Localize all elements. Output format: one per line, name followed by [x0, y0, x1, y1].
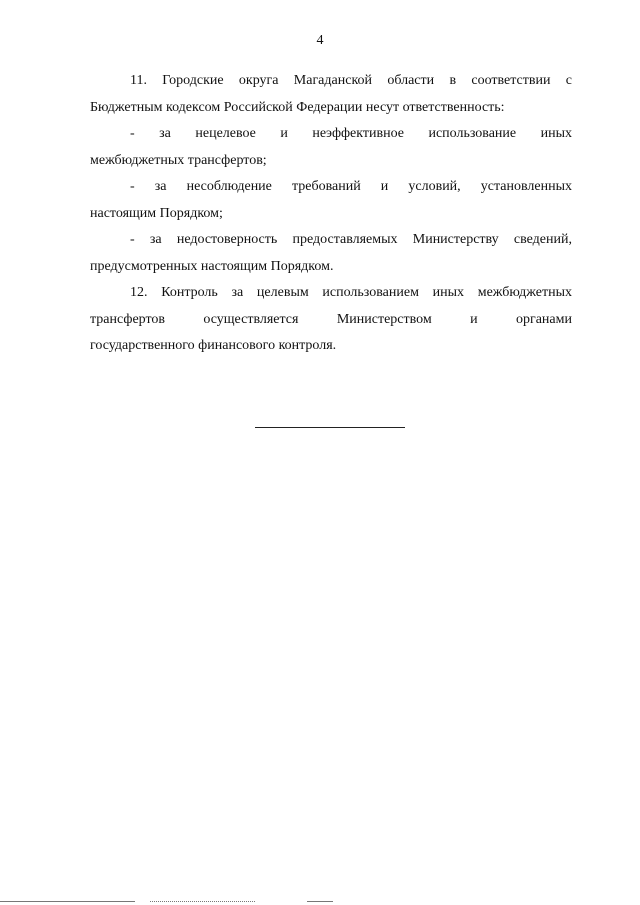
end-of-document-rule: [255, 427, 405, 428]
text-line: - за недостоверность предоставляемых Министерству сведений,: [130, 232, 572, 247]
text-line: межбюджетных трансфертов;: [90, 152, 267, 168]
list-item-unreliability: [90, 227, 572, 280]
footer-rule: [0, 901, 135, 902]
text-line: трансфертов осуществляется Министерством и органами: [90, 311, 572, 327]
footer-rule: [307, 901, 333, 902]
text-line: - за нецелевое и неэффективное использование иных: [130, 126, 572, 141]
text-line: Бюджетным кодексом Российской Федерации несут ответственность:: [90, 99, 505, 115]
paragraph-11: [90, 68, 572, 121]
document-body: [90, 68, 572, 360]
page-number: 4: [316, 33, 324, 48]
list-item-noncompliance: [90, 174, 572, 227]
text-line: предусмотренных настоящим Порядком.: [90, 258, 334, 274]
text-line: 11. Городские округа Магаданской области в соответствии с: [130, 73, 572, 88]
text-line: государственного финансового контроля.: [90, 338, 337, 353]
paragraph-12: [90, 280, 572, 360]
text-line: настоящим Порядком;: [90, 205, 223, 221]
text-line: - за несоблюдение требований и условий, установленных: [130, 179, 572, 194]
footer-rule: [150, 901, 255, 902]
list-item-misuse: [90, 121, 572, 174]
text-line: 12. Контроль за целевым использованием иных межбюджетных: [130, 285, 572, 300]
